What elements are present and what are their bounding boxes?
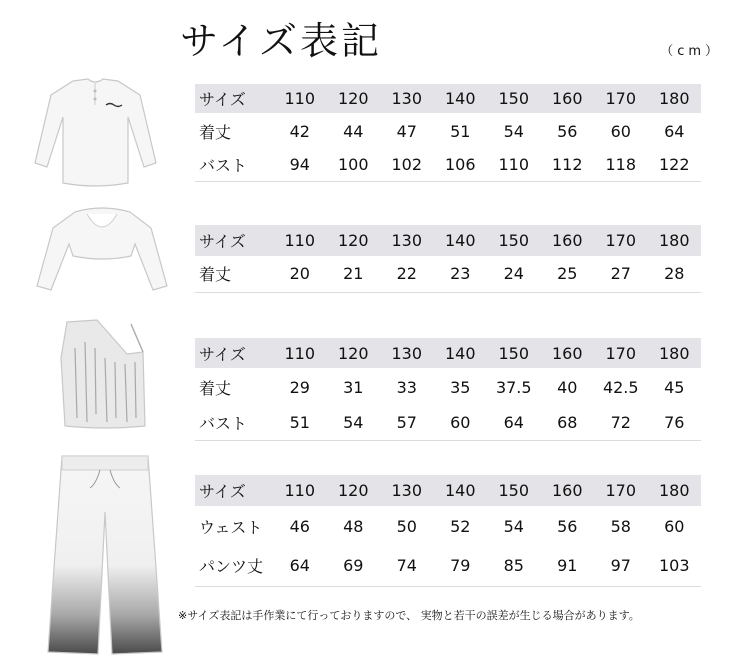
table-cell: 46 <box>289 516 310 536</box>
table-cell: 33 <box>396 377 417 397</box>
table-cell: 120 <box>327 225 381 256</box>
table-cell: 140 <box>434 225 488 256</box>
table-row <box>195 225 701 256</box>
table-cell: 45 <box>664 377 685 397</box>
table-cell: 68 <box>541 406 595 440</box>
table-cell: 42 <box>289 121 310 141</box>
table-row <box>195 149 701 181</box>
table-cell: 85 <box>487 546 541 586</box>
row-label: 着丈 <box>199 378 232 398</box>
table-cell: 28 <box>648 256 702 292</box>
table-cell: 25 <box>541 256 595 292</box>
table-cell: 110 <box>487 149 541 181</box>
table-cell: 31 <box>343 377 364 397</box>
table-cell: 170 <box>594 84 648 113</box>
table-cell: 60 <box>610 121 631 141</box>
table-cell: 51 <box>273 406 327 440</box>
table-cell: 120 <box>327 84 381 113</box>
table-cell: 79 <box>434 546 488 586</box>
bolero-icon <box>35 200 170 295</box>
table-cell: 150 <box>487 475 541 506</box>
table-cell: 56 <box>557 121 578 141</box>
table-cell: 130 <box>380 84 434 113</box>
row-label: バスト <box>195 406 273 440</box>
table-row <box>195 256 701 292</box>
unit-label: （cm） <box>660 44 722 59</box>
table-cell: 150 <box>487 225 541 256</box>
table-row <box>195 338 701 368</box>
table-cell: 76 <box>648 406 702 440</box>
table-cell: 64 <box>487 406 541 440</box>
table-cell: 102 <box>380 149 434 181</box>
disclaimer-note: ※サイズ表記は手作業にて行っておりますので、 実物と若干の誤差が生じる場合があります。 <box>178 609 640 622</box>
table-cell: 47 <box>396 121 417 141</box>
table-cell: 130 <box>380 225 434 256</box>
table-cell: 140 <box>434 338 488 368</box>
table-cell: 23 <box>434 256 488 292</box>
table-cell: 180 <box>648 475 702 506</box>
table-cell: 140 <box>434 475 488 506</box>
row-label: サイズ <box>195 338 273 368</box>
row-label: バスト <box>195 149 273 181</box>
table-cell: 69 <box>327 546 381 586</box>
table-cell: 130 <box>380 338 434 368</box>
table-cell: 29 <box>289 377 310 397</box>
table-cell: 103 <box>648 546 702 586</box>
table-row <box>195 84 701 113</box>
table-cell: 58 <box>610 516 631 536</box>
table-cell: 170 <box>594 475 648 506</box>
table-cell: 150 <box>487 84 541 113</box>
table-cell: 170 <box>594 338 648 368</box>
table-cell: 64 <box>664 121 685 141</box>
table-cell: 24 <box>487 256 541 292</box>
table-cell: 54 <box>327 406 381 440</box>
table-cell: 110 <box>273 338 327 368</box>
table-cell: 22 <box>380 256 434 292</box>
table-cell: 27 <box>594 256 648 292</box>
table-cell: 160 <box>541 84 595 113</box>
table-cell: 72 <box>594 406 648 440</box>
table-cell: 51 <box>450 121 471 141</box>
table-row <box>195 113 701 149</box>
table-cell: 100 <box>327 149 381 181</box>
table-cell: 118 <box>594 149 648 181</box>
table-cell: 160 <box>541 475 595 506</box>
table-cell: 112 <box>541 149 595 181</box>
table-cell: 44 <box>343 121 364 141</box>
henley-shirt-icon <box>28 75 163 190</box>
table-cell: 60 <box>664 516 685 536</box>
table-cell: 56 <box>557 516 578 536</box>
table-cell: 110 <box>273 225 327 256</box>
table-row <box>195 475 701 506</box>
table-cell: 50 <box>396 516 417 536</box>
table-cell: 160 <box>541 338 595 368</box>
table-cell: 180 <box>648 84 702 113</box>
gradient-pants-icon <box>40 452 170 657</box>
table-cell: 150 <box>487 338 541 368</box>
page-title: サイズ表記 <box>180 19 382 63</box>
row-label: ウェスト <box>199 517 263 537</box>
table-cell: 97 <box>594 546 648 586</box>
table-cell: 57 <box>380 406 434 440</box>
size-table-sequin-top <box>195 338 701 441</box>
row-label: サイズ <box>195 475 273 506</box>
table-cell: 40 <box>557 377 578 397</box>
table-row <box>195 506 701 546</box>
table-cell: 122 <box>648 149 702 181</box>
row-label: サイズ <box>195 225 273 256</box>
row-label: 着丈 <box>195 256 273 292</box>
size-table-henley <box>195 84 701 182</box>
row-label: パンツ丈 <box>195 546 273 586</box>
row-label: 着丈 <box>199 122 232 142</box>
table-cell: 21 <box>327 256 381 292</box>
table-cell: 120 <box>327 338 381 368</box>
table-cell: 160 <box>541 225 595 256</box>
table-row <box>195 368 701 406</box>
table-row <box>195 546 701 586</box>
table-cell: 94 <box>273 149 327 181</box>
table-cell: 64 <box>273 546 327 586</box>
table-cell: 106 <box>434 149 488 181</box>
table-cell: 180 <box>648 225 702 256</box>
table-cell: 52 <box>450 516 471 536</box>
table-cell: 120 <box>327 475 381 506</box>
table-cell: 110 <box>273 475 327 506</box>
table-cell: 60 <box>434 406 488 440</box>
table-cell: 48 <box>343 516 364 536</box>
row-label: サイズ <box>195 84 273 113</box>
table-cell: 180 <box>648 338 702 368</box>
table-cell: 74 <box>380 546 434 586</box>
table-cell: 130 <box>380 475 434 506</box>
table-cell: 91 <box>541 546 595 586</box>
table-cell: 170 <box>594 225 648 256</box>
table-cell: 140 <box>434 84 488 113</box>
table-cell: 110 <box>273 84 327 113</box>
table-cell: 54 <box>503 516 524 536</box>
table-cell: 42.5 <box>602 377 639 397</box>
table-cell: 35 <box>450 377 471 397</box>
table-cell: 37.5 <box>495 377 532 397</box>
sequin-one-shoulder-top-icon <box>45 318 165 430</box>
table-cell: 20 <box>273 256 327 292</box>
size-table-bolero <box>195 225 701 293</box>
table-row <box>195 406 701 440</box>
table-cell: 54 <box>503 121 524 141</box>
size-table-pants <box>195 475 701 587</box>
